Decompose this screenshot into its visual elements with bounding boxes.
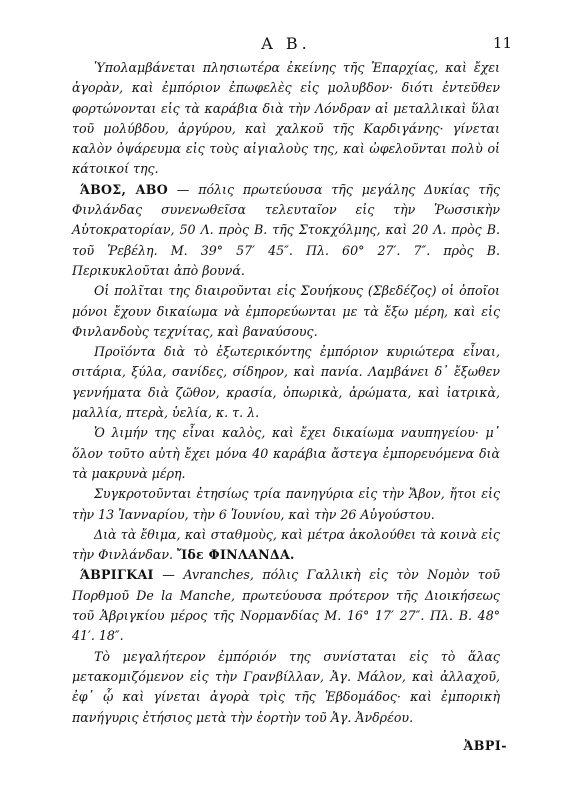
- paragraph-text: Διὰ τὰ ἔθιμα, καὶ σταθμοὺς, καὶ μέτρα ἀκολούθει τὰ κοινὰ εἰς τὴν Φινλάνδαν.: [72, 526, 500, 563]
- cross-reference: Ἴδε ΦΙΝΛΑΝΔΑ.: [176, 547, 295, 563]
- paragraph: [72, 647, 500, 728]
- body-text: [72, 58, 500, 728]
- dictionary-entry: [72, 565, 500, 646]
- entry-text: — πόλις πρωτεύουσα τῆς μεγάλης Δυκίας τῆς Φινλάνδας συνενωθεῖσα τελευταῖον εἰς τὴν Ῥωσσικὴν Αὐτοκρατορίαν, 50 Λ. πρὸς Β. τῆς Στοκχόλμης, καὶ 20 Λ. πρὸς Β. τοῦ Ῥεβέλη. Μ. 39° 57′ 45″. Πλ. 60° 27′. 7″. πρὸς Β. Περικυκλοῦται ἀπὸ βουνά.: [72, 181, 500, 278]
- paragraph-text: Ὑπολαμβάνεται πλησιωτέρα ἐκείνης τῆς Ἐπαρχίας, καὶ ἔχει ἀγορὰν, καὶ ἐμπόριον ἐπωφελὲς εἰς μολυβδον· διότι ἐντεῦθεν φορτώνονται εἰς τὰ καράβια διὰ τὴν Λόνδραν αἱ μεταλλικαὶ ὕλαι τοῦ μολύβδου, ἀργύρου, καὶ χαλκοῦ τῆς Καρδιγάνης· γίνεται καλὸν ὀψάρευμα εἰς τοὺς αἰγιαλοὺς της, καὶ ὠφελοῦνται πολὺ οἱ κάτοικοί της.: [72, 60, 500, 177]
- paragraph-text: Ὁ λιμήν της εἶναι καλὸς, καὶ ἔχει δικαίωμα ναυπηγείου· μ᾽ ὅλον τοῦτο αὐτὴ ἔχει μόνα 40 καράβια ἄστεγα ἐμπορευόμενα διὰ τὰ μακρυνὰ μέρη.: [72, 425, 500, 481]
- paragraph: [72, 58, 500, 180]
- paragraph-text: Προϊόντα διὰ τὸ ἐξωτερικόντης ἐμπόριον κυριώτερα εἶναι, σιτάρια, ξύλα, σανίδες, σίδηρον, καὶ πανία. Λαμβάνει δ᾽ ἔξωθεν γεννήματα διὰ ζῶθον, κρασία, ὀπωρικὰ, ἀρώματα, καὶ ἰατρικὰ, μαλλία, πτερὰ, ὑελία, κ. τ. λ.: [72, 344, 500, 421]
- paragraph: [72, 342, 500, 423]
- page-number: 11: [492, 34, 512, 52]
- paragraph: [72, 525, 500, 566]
- paragraph: [72, 423, 500, 484]
- entry-headword: ΆΒΟΣ, ΑΒΟ: [80, 181, 168, 197]
- catchword: ἈΒΡΙ-: [463, 738, 507, 753]
- paragraph-text: Συγκροτοῦνται ἐτησίως τρία πανηγύρια εἰς τὴν Ἄβον, ἤτοι εἰς τὴν 13 Ἰανναρίου, τὴν 6 Ἰουνίου, καὶ τὴν 26 Αὐγούστου.: [72, 486, 500, 522]
- running-head: Α Β.: [261, 34, 311, 53]
- entry-text: — Avranches, πόλις Γαλλικὴ εἰς τὸν Νομὸν τοῦ Πορθμοῦ De la Manche, πρωτεύουσα πρότερον τῆς Διοικήσεως τοῦ Ἀβριγκίου μέρος τῆς Νορμανδίας Μ. 16° 17′ 27″. Πλ. Β. 48° 41′. 18″.: [72, 567, 500, 644]
- dictionary-entry: [72, 180, 500, 281]
- paragraph: [72, 484, 500, 525]
- entry-headword: ΆΒΡΙΓΚΑΙ: [80, 567, 154, 583]
- paragraph-text: Τὸ μεγαλήτερον ἐμπόριόν της συνίσταται εἰς τὸ ἅλας μετακομιζόμενον εἰς τὴν Γρανβίλλαν, Ἀγ. Μάλον, καὶ ἀλλαχοῦ, ἐφ᾽ ᾧ καὶ γίνεται ἀγορὰ τρὶς τῆς Ἑβδομάδος· καὶ ἐμπορικὴ πανήγυρις ἐτήσιος μετὰ τὴν ἑορτὴν τοῦ Ἀγ. Ἀνδρέου.: [72, 648, 500, 725]
- paragraph-text: Οἱ πολῖται της διαιροῦνται εἰς Σουήκους (Σβεδέζος) οἱ ὁποῖοι μόνοι ἔχουν δικαίωμα νὰ ἐμπορεύωνται με τὰ ἔξω μέρη, καὶ εἰς Φινλανδοὺς τεχνίτας, καὶ βαναύσους.: [72, 283, 500, 339]
- page-header: [72, 30, 512, 58]
- book-page: [72, 30, 512, 728]
- paragraph: [72, 281, 500, 342]
